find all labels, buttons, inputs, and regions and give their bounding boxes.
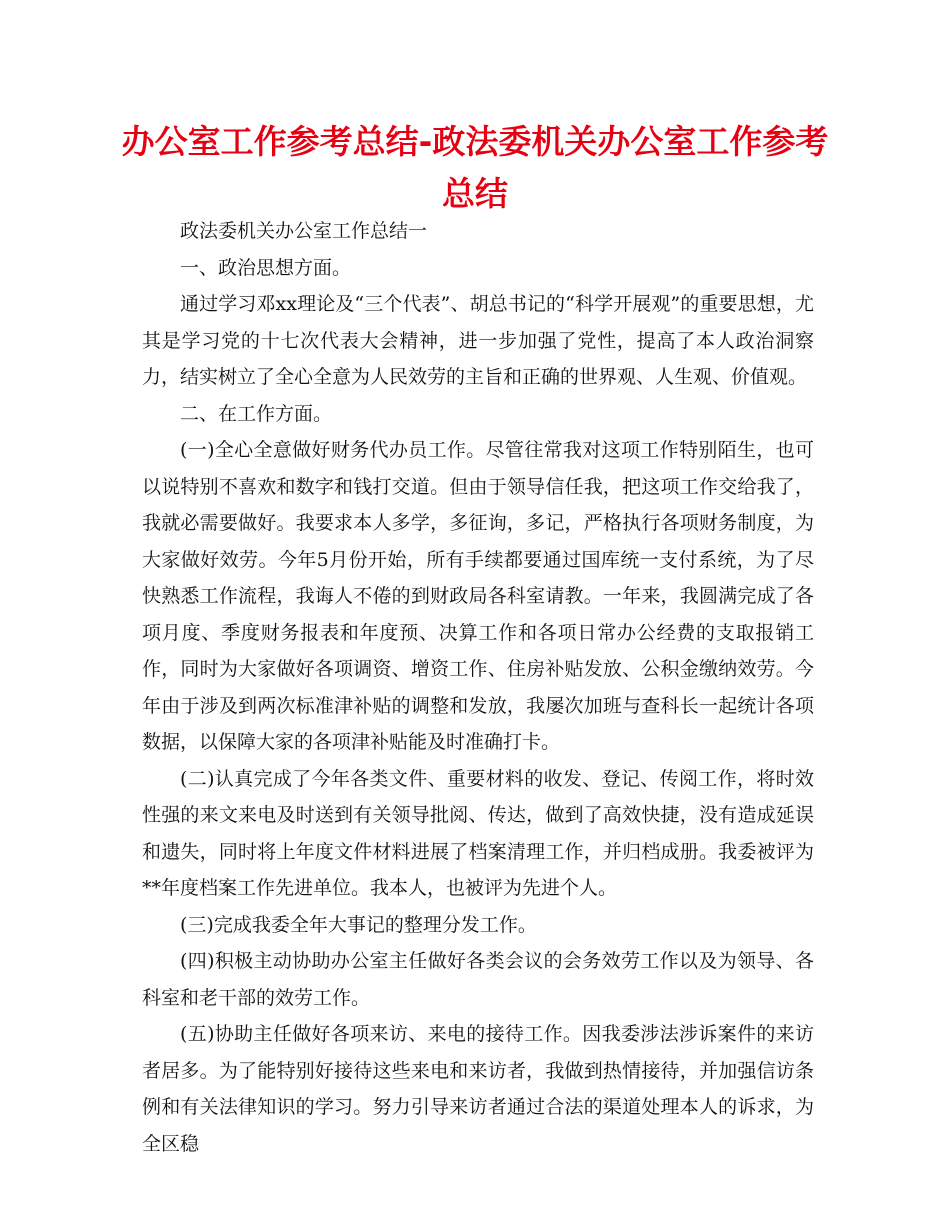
body-paragraph: (五)协助主任做好各项来访、来电的接待工作。因我委涉法涉诉案件的来访者居多。为了能特别好接待这些来电和来访者，我做到热情接待，并加强信访条例和有关法律知识的学习。努力引导来访者通过合法的渠道处理本人的诉求，为全区稳 — [142, 1023, 814, 1155]
section-heading: 一、政治思想方面。 — [180, 256, 352, 279]
section-heading: 政法委机关办公室工作总结一 — [180, 220, 428, 242]
body-paragraph: (三)完成我委全年大事记的整理分发工作。 — [180, 913, 537, 936]
section-heading: 二、在工作方面。 — [180, 402, 333, 425]
body-paragraph: (二)认真完成了今年各类文件、重要材料的收发、登记、传阅工作，将时效性强的来文来电及时送到有关领导批阅、传达，做到了高效快捷，没有造成延误和遗失，同时将上年度文件材料进展了档案清理工作，并归档成册。我委被评为**年度档案工作先进单位。我本人，也被评为先进个人。 — [142, 767, 814, 899]
body-paragraph: (四)积极主动协助办公室主任做好各类会议的会务效劳工作以及为领导、各科室和老干部的效劳工作。 — [142, 950, 814, 1009]
document-body — [142, 213, 814, 1162]
body-paragraph: 通过学习邓xx理论及“三个代表”、胡总书记的“科学开展观”的重要思想，尤其是学习党的十七次代表大会精神，进一步加强了党性，提高了本人政治洞察力，结实树立了全心全意为人民效劳的主旨和正确的世界观、人生观、价值观。 — [142, 293, 814, 388]
document-title: 办公室工作参考总结-政法委机关办公室工作参考总结 — [121, 122, 829, 213]
body-paragraph: (一)全心全意做好财务代办员工作。尽管往常我对这项工作特别陌生，也可以说特别不喜欢和数字和钱打交道。但由于领导信任我，把这项工作交给我了，我就必需要做好。我要求本人多学，多征询，多记，严格执行各项财务制度，为大家做好效劳。今年5月份开始，所有手续都要通过国库统一支付系统，为了尽快熟悉工作流程，我诲人不倦的到财政局各科室请教。一年来，我圆满完成了各项月度、季度财务报表和年度预、决算工作和各项日常办公经费的支取报销工作，同时为大家做好各项调资、增资工作、住房补贴发放、公积金缴纳效劳。今年由于涉及到两次标准津补贴的调整和发放，我屡次加班与查科长一起统计各项数据，以保障大家的各项津补贴能及时准确打卡。 — [142, 439, 814, 753]
